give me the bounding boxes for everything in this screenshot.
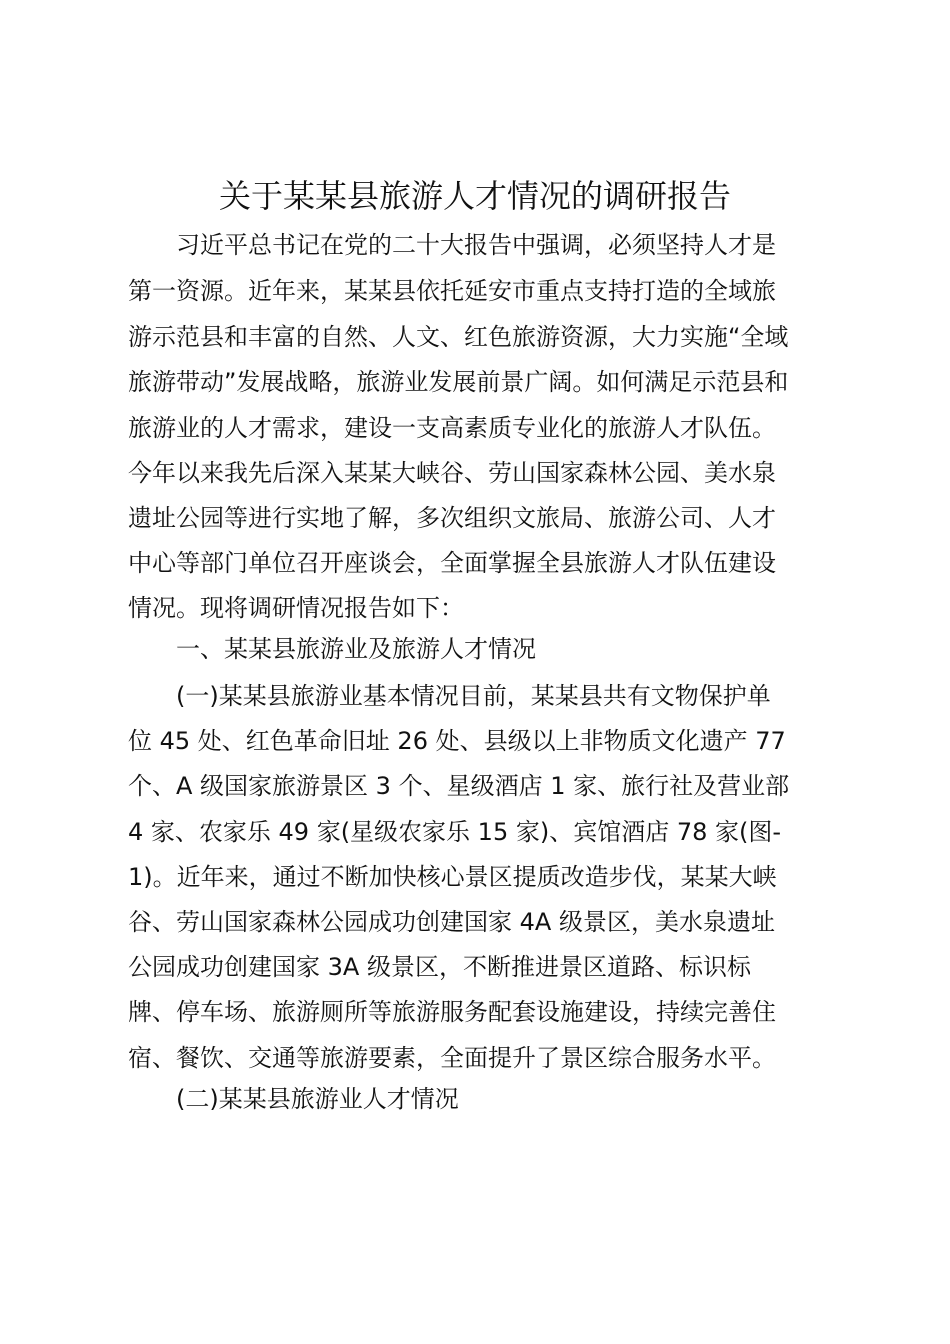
- body-line: 牌、停车场、旅游厕所等旅游服务配套设施建设，持续完善住: [128, 998, 776, 1026]
- body-line: 旅游带动”发展战略，旅游业发展前景广阔。如何满足示范县和: [128, 368, 789, 396]
- body-line: 位 45 处、红色革命旧址 26 处、县级以上非物质文化遗产 77: [128, 727, 786, 755]
- body-line: 习近平总书记在党的二十大报告中强调，必须坚持人才是: [176, 231, 776, 259]
- body-line: 游示范县和丰富的自然、人文、红色旅游资源，大力实施“全域: [128, 323, 789, 351]
- body-line: 个、A 级国家旅游景区 3 个、星级酒店 1 家、旅行社及营业部: [128, 772, 790, 800]
- body-line: 遗址公园等进行实地了解，多次组织文旅局、旅游公司、人才: [128, 504, 776, 532]
- section-heading: (二)某某县旅游业人才情况: [176, 1085, 459, 1113]
- body-line: 第一资源。近年来，某某县依托延安市重点支持打造的全域旅: [128, 277, 776, 305]
- body-line: 旅游业的人才需求，建设一支高素质专业化的旅游人才队伍。: [128, 414, 776, 442]
- body-line: 公园成功创建国家 3A 级景区，不断推进景区道路、标识标: [128, 953, 751, 981]
- body-line: 4 家、农家乐 49 家(星级农家乐 15 家)、宾馆酒店 78 家(图-: [128, 818, 782, 846]
- body-line: 中心等部门单位召开座谈会，全面掌握全县旅游人才队伍建设: [128, 549, 776, 577]
- body-line: 1)。近年来，通过不断加快核心景区提质改造步伐，某某大峡: [128, 863, 777, 891]
- body-line: 宿、餐饮、交通等旅游要素，全面提升了景区综合服务水平。: [128, 1044, 776, 1072]
- body-line: 情况。现将调研情况报告如下：: [128, 594, 464, 622]
- body-line: (一)某某县旅游业基本情况目前，某某县共有文物保护单: [176, 682, 771, 710]
- body-line: 今年以来我先后深入某某大峡谷、劳山国家森林公园、美水泉: [128, 459, 776, 487]
- body-line: 谷、劳山国家森林公园成功创建国家 4A 级景区，美水泉遗址: [128, 908, 775, 936]
- document-title: 关于某某县旅游人才情况的调研报告: [218, 177, 731, 215]
- section-heading: 一、某某县旅游业及旅游人才情况: [176, 635, 536, 663]
